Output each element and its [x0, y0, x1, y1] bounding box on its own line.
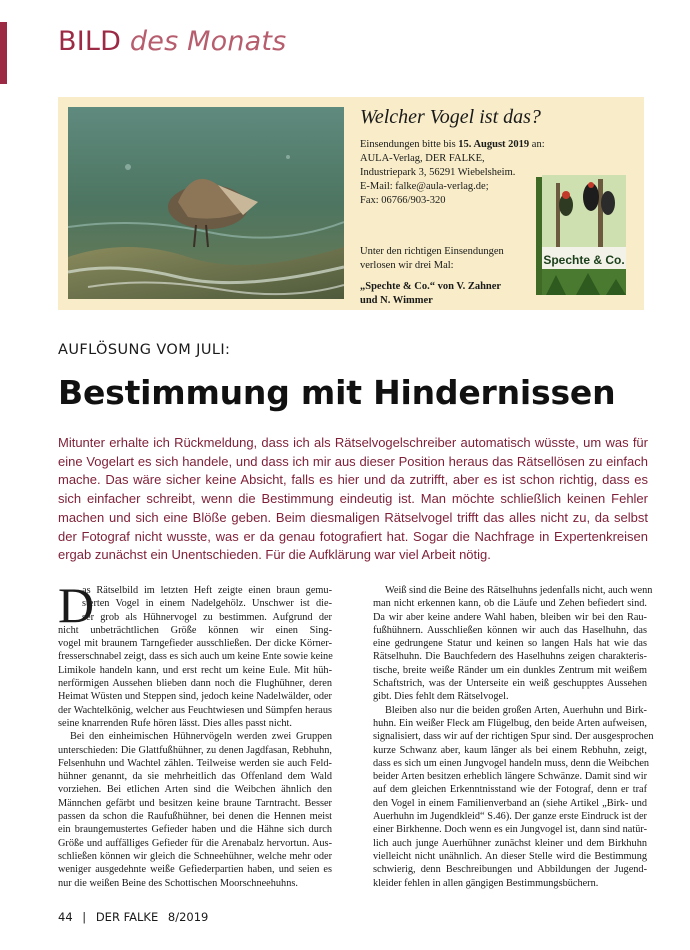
- section-header-sub: des Monats: [129, 26, 287, 57]
- body-line: Männchen gefärbt und besitzen keine braune Tarntracht. Besser: [58, 797, 332, 809]
- quiz-photo: [68, 107, 344, 299]
- body-line: nur die weißen Beine des Schottischen Moorschneehuhns.: [58, 877, 298, 889]
- body-line: Schaftstrich, was der Unterseite ein weiß geschupptes Aussehen: [373, 678, 647, 690]
- lottery-line-2: verlosen wir drei Mal:: [360, 260, 454, 271]
- body-line: fußhühnern. Ausschließen können wir auch das Haselhuhn, das: [373, 624, 647, 636]
- quiz-fax: Fax: 06766/903-320: [360, 195, 446, 206]
- body-line: Größe und auffälliges Gefieder für die Arenabalz hervortun. Aus-: [58, 837, 332, 849]
- body-column-right: [373, 584, 654, 890]
- body-line: hühner genannt, da sie mehrheitlich das Offenland dem Wald: [58, 771, 332, 783]
- lead-line: der Fotograf nicht wusste, was er da genau fotografiert hat. Sogar die Nachfrage in Expertenkreisen: [58, 528, 648, 544]
- body-line: signalisiert, dass wir auf der richtigen Spur sind. Der ausgesprochen: [373, 731, 654, 743]
- body-line: nerförmigen Aussehen blieben dann noch die Flughühner, deren: [58, 678, 332, 690]
- page-footer: [58, 910, 214, 924]
- body-line: Auerhuhn im Jugendkleid“ S.46). Der ganze erste Eindruck ist der: [373, 811, 647, 823]
- lead-line: sich einfacher schreibt, wenn die Bestimmung eindeutig ist. Man möchte schließlich keinen Fehler: [58, 491, 648, 507]
- section-header-main: BILD: [58, 26, 122, 57]
- body-line: passen da schon die Raufußhühner, bei denen die Hennen meist: [58, 811, 332, 823]
- quiz-info: [360, 138, 560, 208]
- body-line: seine knarrenden Rufe hören lässt. Dies alles passt nicht.: [58, 717, 292, 729]
- lead-line: ergab zunächst ein Unentschieden. Für die Aufklärung war viel Arbeit nötig.: [58, 547, 491, 563]
- quiz-deadline: [360, 138, 560, 152]
- quiz-publisher: AULA-Verlag, DER FALKE,: [360, 153, 485, 164]
- body-line: Bleiben also nur die beiden großen Arten, Auerhuhn und Birk-: [385, 704, 647, 716]
- magazine-name: DER FALKE: [95, 910, 159, 924]
- body-line: gibt. Dies fehlt dem Rätselvogel.: [373, 691, 509, 703]
- section-accent-bar: [0, 22, 7, 84]
- body-line: schließen können wir gleich die Schneehühner, welche mehr oder: [58, 850, 332, 862]
- prize-line-1: „Spechte & Co.“ von V. Zahner: [360, 281, 502, 292]
- quiz-address: Industriepark 3, 56291 Wiebelsheim.: [360, 167, 516, 178]
- lottery-line-1: Unter den richtigen Einsendungen: [360, 246, 504, 257]
- page-number: 44: [58, 910, 73, 924]
- body-line: beider Arten besitzen erheblich längere Schwänze. Damit sind wir: [373, 771, 647, 783]
- prize-line-2: und N. Wimmer: [360, 295, 433, 306]
- body-line: Limikole handeln kann, und erst recht um keine Eule. Mit hüh-: [58, 664, 332, 676]
- body-line: man nicht erkennen kann, ob die Läufe und Zehen befiedert sind.: [373, 598, 647, 610]
- body-line: Rätselhuhn. Die Bauchfedern des Haselhuhns zeigen charakteris-: [373, 651, 647, 663]
- body-line: lich auch junge Auerhühner zunächst kleiner und dem Birkhuhn: [373, 837, 647, 849]
- lead-line: mache. Das wäre sicher keine Absicht, falls es hier und da zutrifft, aber es ist schon richtig, dass es: [58, 472, 648, 488]
- book-cover-illustration: [536, 175, 626, 295]
- body-line: weniger ausgedehnte weiße Gefiederpartien haben, und seien es: [58, 864, 332, 876]
- body-line: ein braungemustertes Gefieder haben und die Hähne sich durch: [58, 824, 332, 836]
- article-headline: Bestimmung mit Hindernissen: [58, 373, 616, 412]
- body-line: fresserschnabel zeigt, dass es sich auch um keine Ente sowie keine: [58, 651, 333, 663]
- issue-number: 8/2019: [167, 910, 209, 924]
- body-line: Weiß sind die Beine des Rätselhuhns jedenfalls nicht, auch wenn: [385, 585, 653, 596]
- body-line: as Rätselbild im letzten Heft zeigte einen braun gemu-: [82, 585, 332, 596]
- section-header: [58, 26, 286, 57]
- body-line: dass es sich um einen Jungvogel handeln muss, denn die Weibchen: [373, 757, 650, 769]
- body-line: kleider fehlen in allen gängigen Bestimmungsbüchern.: [373, 877, 599, 889]
- body-line: vorziehen. Bei etlichen Arten sind die Weibchen ähnlich den: [58, 784, 332, 796]
- body-line: nicht unbeträchtlichen Größe können wir einen Sing-: [58, 624, 332, 636]
- body-line: einer Birkhenne. Doch wenn es ein Jungvogel ist, dann sind natür-: [373, 824, 647, 836]
- quiz-deadline-date: 15. August 2019: [458, 139, 530, 150]
- body-line: Da wir aber keine andere Wahl haben, bleiben wir bei den Rau-: [373, 611, 647, 623]
- body-line: eine gedrungene Statur und keinen so langen Hals hat wie das: [373, 638, 647, 650]
- article-kicker: AUFLÖSUNG VOM JULI:: [58, 342, 231, 358]
- body-line: vogel mit braunem Tarngefieder ausschließen. Der dicke Körner-: [58, 638, 332, 650]
- quiz-email: E-Mail: falke@aula-verlag.de;: [360, 181, 489, 192]
- quiz-deadline-post: an:: [529, 139, 545, 150]
- book-cover: [536, 175, 626, 295]
- body-line: kurze Schwanz aber, kaum länger als bei einem Rebhuhn, zeigt,: [373, 744, 647, 756]
- body-line: Felsenhuhn und Wachtel zählen. Teilweise werden sie auch Feld-: [58, 757, 332, 769]
- quiz-lottery: [360, 245, 530, 308]
- body-line: der Wachtelkönig, welcher aus Feuchtwiesen und Sümpfen heraus: [58, 704, 332, 716]
- quiz-title: Welcher Vogel ist das?: [360, 106, 541, 128]
- quiz-deadline-pre: Einsendungen bitte bis: [360, 139, 459, 150]
- drop-cap: D: [58, 577, 95, 633]
- body-line: ser grob als Hühnervogel zu bestimmen. Aufgrund der: [82, 611, 332, 623]
- body-line: huhn. Ein weißer Fleck am Flügelbug, den beide Arten aufweisen,: [373, 717, 647, 729]
- body-line: den Vogel in einem Familienverband an (siehe Artikel „Birk- und: [373, 797, 647, 809]
- body-line: auf dem gleichen Erkenntnisstand wie der Fotograf, denn er traf: [373, 784, 647, 796]
- quiz-box: [58, 97, 644, 310]
- body-column-left: [58, 577, 333, 890]
- book-title: Spechte & Co.: [543, 253, 625, 267]
- lead-line: Mitunter erhalte ich Rückmeldung, dass ich als Rätselvogelschreiber automatisch wüsste, um was für: [58, 435, 648, 450]
- body-line: tische, breite weiße Ränder um ein dunkles Zentrum mit weißem: [373, 664, 647, 676]
- footer-separator: |: [82, 910, 87, 924]
- bird-photo-illustration: [68, 107, 344, 299]
- body-line: unterschieden: Die Glattfußhühner, zu denen Jagdfasan, Rebhuhn,: [58, 744, 332, 756]
- body-line: Heimat Wüsten und Steppen sind, jedoch keine Nadelwälder, oder: [58, 691, 332, 703]
- article-lead: [58, 434, 648, 565]
- lead-line: machen und sich eine Blöße geben. Beim diesmaligen Rätselvogel trifft das alles nicht zu, da selbst: [58, 509, 648, 525]
- lead-line: eine Vogelart es sich handele, und dass ich mir aus dieser Position heraus das Rätsellösen zu einfach: [58, 453, 648, 469]
- body-line: schwierig, denn Beschreibungen und Abbildungen der Jugend-: [373, 864, 647, 876]
- body-line: sterten Vogel in einem Nadelgehölz. Unschwer ist die-: [82, 598, 332, 610]
- body-line: Bei den einheimischen Hühnervögeln werden zwei Gruppen: [70, 731, 332, 743]
- body-line: vielleicht nicht unähnlich. An dieser Stelle wird die Bestimmung: [373, 850, 647, 862]
